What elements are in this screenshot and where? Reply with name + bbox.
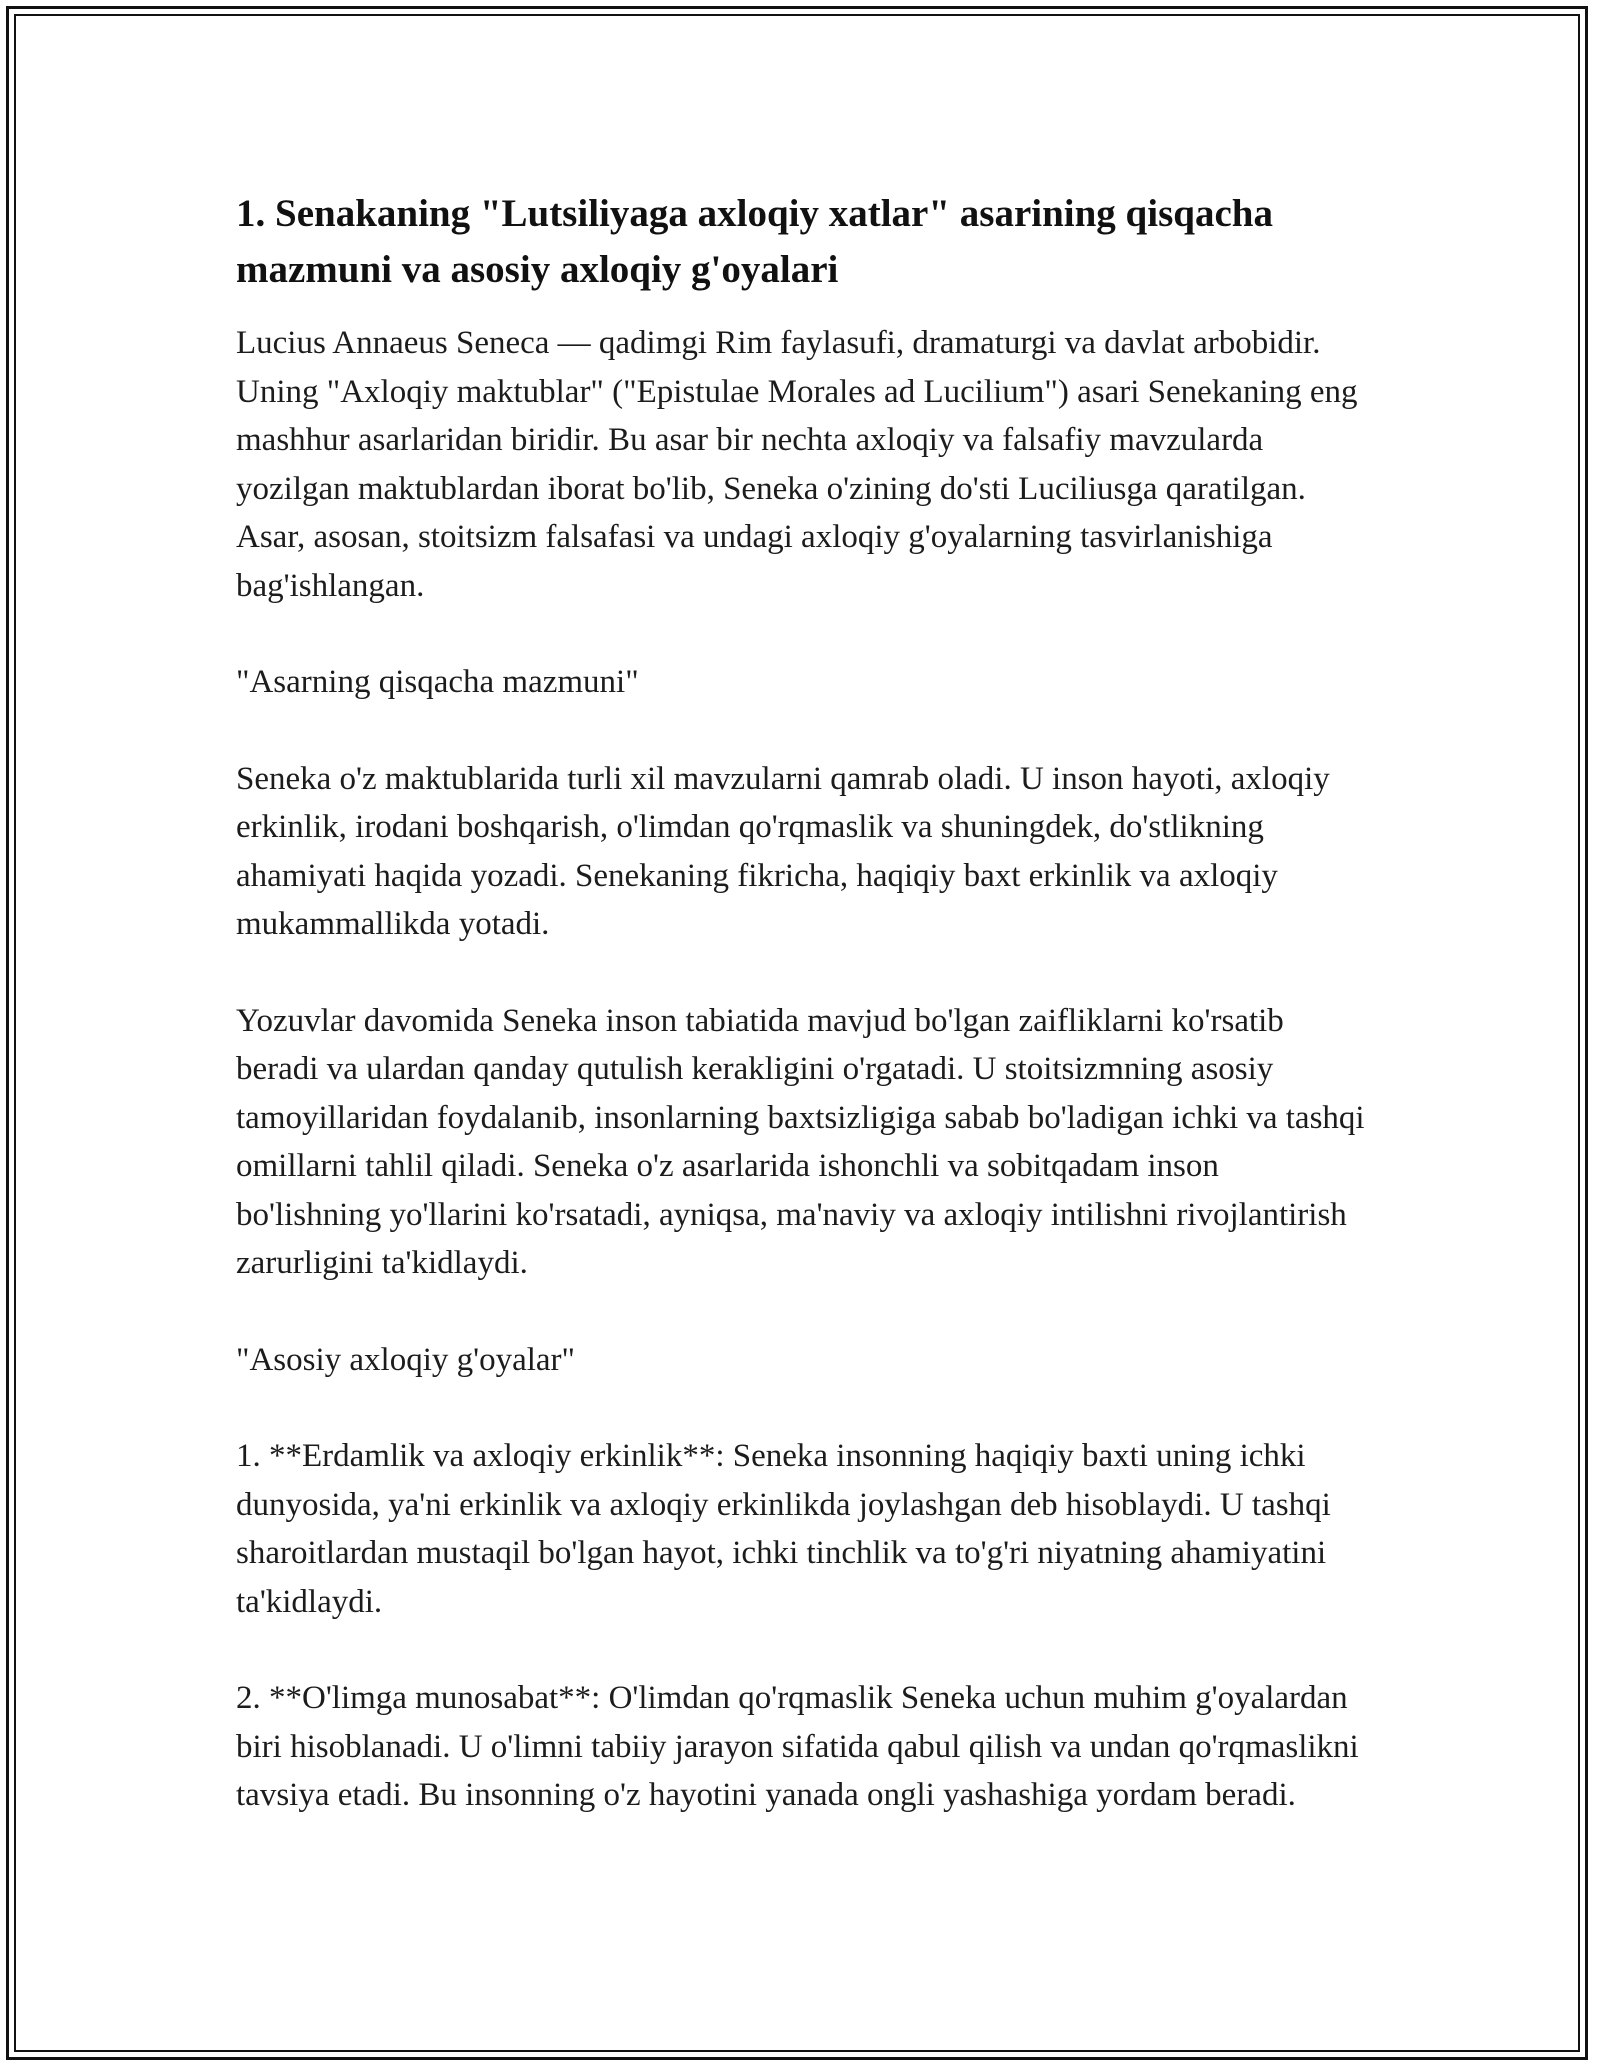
- intro-paragraph: Lucius Annaeus Seneca — qadimgi Rim faylasufi, dramaturgi va davlat arbobidir. Uning "Axloqiy maktublar" ("Epistulae Morales ad Lucilium") asari Senekaning eng mashhur asarlaridan biridir. Bu asar bir nechta axloqiy va falsafiy mavzularda yozilgan maktublardan iborat bo'lib, Seneka o'zining do'sti Luciliusga qaratilgan. Asar, asosan, stoitsizm falsafasi va undagi axloqiy g'oyalarning tasvirlanishiga bag'ishlangan.: [236, 325, 1358, 604]
- idea-item-1: 1. **Erdamlik va axloqiy erkinlik**: Seneka insonning haqiqiy baxti uning ichki dunyosida, ya'ni erkinlik va axloqiy erkinlikda joylashgan deb hisoblaydi. U tashqi sharoitlardan mustaqil bo'lgan hayot, ichki tinchlik va to'g'ri niyatning ahamiyatini ta'kidlaydi.: [236, 1438, 1331, 1620]
- section-heading-summary: "Asarning qisqacha mazmuni": [236, 664, 639, 700]
- summary-paragraph-1: Seneka o'z maktublarida turli xil mavzularni qamrab oladi. U inson hayoti, axloqiy erkinlik, irodani boshqarish, o'limdan qo'rqmaslik va shuningdek, do'stlikning ahamiyati haqida yozadi. Senekaning fikricha, haqiqiy baxt erkinlik va axloqiy mukammallikda yotadi.: [236, 760, 1330, 942]
- document-body: [236, 186, 1366, 1868]
- document-title: 1. Senakaning "Lutsiliyaga axloqiy xatlar" asarining qisqacha mazmuni va asosiy axloqiy g'oyalari: [236, 192, 1273, 291]
- section-heading-ideas: "Asosiy axloqiy g'oyalar": [236, 1341, 576, 1378]
- idea-item-2: 2. **O'limga munosabat**: O'limdan qo'rqmaslik Seneka uchun muhim g'oyalardan biri hisoblanadi. U o'limni tabiiy jarayon sifatida qabul qilish va undan qo'rqmaslikni tavsiya etadi. Bu insonning o'z hayotini yanada ongli yashashiga yordam beradi.: [236, 1680, 1359, 1813]
- summary-paragraph-2: Yozuvlar davomida Seneka inson tabiatida mavjud bo'lgan zaifliklarni ko'rsatib beradi va ulardan qanday qutulish kerakligini o'rgatadi. U stoitsizmning asosiy tamoyillaridan foydalanib, insonlarning baxtsizligiga sabab bo'ladigan ichki va tashqi omillarni tahlil qiladi. Seneka o'z asarlarida ishonchli va sobitqadam inson bo'lishning yo'llarini ko'rsatadi, ayniqsa, ma'naviy va axloqiy intilishni rivojlantirish zarurligini ta'kidlaydi.: [236, 1002, 1365, 1281]
